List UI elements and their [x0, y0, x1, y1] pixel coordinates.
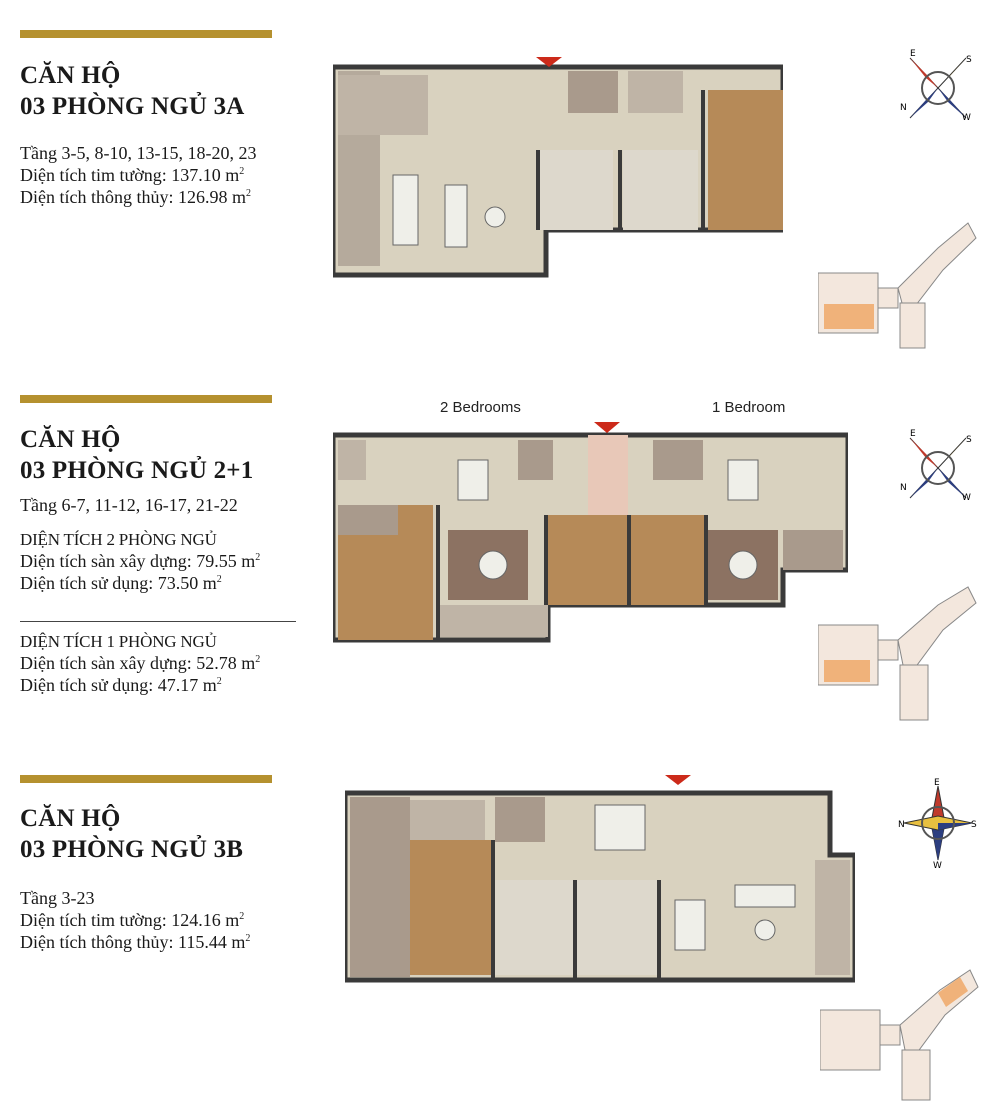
building-keymap-3b — [820, 955, 980, 1105]
compass-w: W — [962, 493, 971, 503]
wall-center-area: Diện tích tim tường: 137.10 $m^2$ — [20, 165, 245, 185]
compass-s: S — [971, 820, 977, 830]
compass-rose-icon — [898, 428, 978, 508]
compass-n: N — [898, 820, 905, 830]
unit-title-line1: CĂN HỘ — [20, 805, 121, 832]
building-keymap-2plus1 — [818, 585, 978, 730]
wall-center-area: Diện tích tim tường: 124.16 $m^2$ — [20, 910, 245, 930]
gold-divider-bar — [20, 30, 272, 38]
compass-w: W — [933, 861, 942, 868]
compass-s: S — [966, 55, 972, 65]
unit-title-line2: 03 PHÒNG NGỦ 3B — [20, 836, 244, 863]
compass-e: E — [910, 49, 916, 59]
building-keymap-3a — [818, 208, 978, 353]
floor-list: Tầng 3-23 — [20, 888, 95, 908]
unit-title-line1: CĂN HỘ — [20, 62, 121, 89]
clear-area: Diện tích thông thủy: 126.98 $m^2$ — [20, 187, 251, 207]
compass-n: N — [900, 103, 907, 113]
compass-rose-icon — [898, 48, 978, 128]
unit-title-line2: 03 PHÒNG NGỦ 2+1 — [20, 457, 254, 484]
legend-two-bedrooms: 2 Bedrooms — [440, 399, 521, 416]
unit-2plus1-info — [20, 424, 300, 594]
clear-area: Diện tích thông thủy: 115.44 $m^2$ — [20, 932, 251, 952]
two-bedroom-usable-area: Diện tích sử dụng: 73.50 $m^2$ — [20, 573, 222, 593]
unit-3a-info — [20, 60, 300, 208]
section-divider-line — [20, 621, 296, 622]
floor-plan-2plus1 — [333, 420, 848, 645]
two-bedroom-built-area: Diện tích sàn xây dựng: 79.55 $m^2$ — [20, 551, 261, 571]
compass-s: S — [966, 435, 972, 445]
gold-divider-bar — [20, 395, 272, 403]
unit-title-line1: CĂN HỘ — [20, 426, 121, 453]
compass-n: N — [900, 483, 907, 493]
floor-list: Tầng 6-7, 11-12, 16-17, 21-22 — [20, 495, 238, 515]
compass-rose-icon — [898, 778, 978, 868]
floor-list: Tầng 3-5, 8-10, 13-15, 18-20, 23 — [20, 143, 257, 163]
unit-3b-info — [20, 803, 300, 953]
one-bedroom-usable-area: Diện tích sử dụng: 47.17 $m^2$ — [20, 675, 222, 695]
unit-1bedroom-info — [20, 632, 300, 696]
floor-plan-3a — [333, 55, 783, 280]
compass-e: E — [934, 778, 940, 788]
two-bedroom-heading: DIỆN TÍCH 2 PHÒNG NGỦ — [20, 530, 217, 549]
unit-title-line2: 03 PHÒNG NGỦ 3A — [20, 93, 245, 120]
one-bedroom-heading: DIỆN TÍCH 1 PHÒNG NGỦ — [20, 632, 217, 651]
floor-plan-3b — [345, 775, 855, 985]
one-bedroom-built-area: Diện tích sàn xây dựng: 52.78 $m^2$ — [20, 653, 261, 673]
compass-e: E — [910, 429, 916, 439]
legend-one-bedroom: 1 Bedroom — [712, 399, 786, 416]
gold-divider-bar — [20, 775, 272, 783]
compass-w: W — [962, 113, 971, 123]
